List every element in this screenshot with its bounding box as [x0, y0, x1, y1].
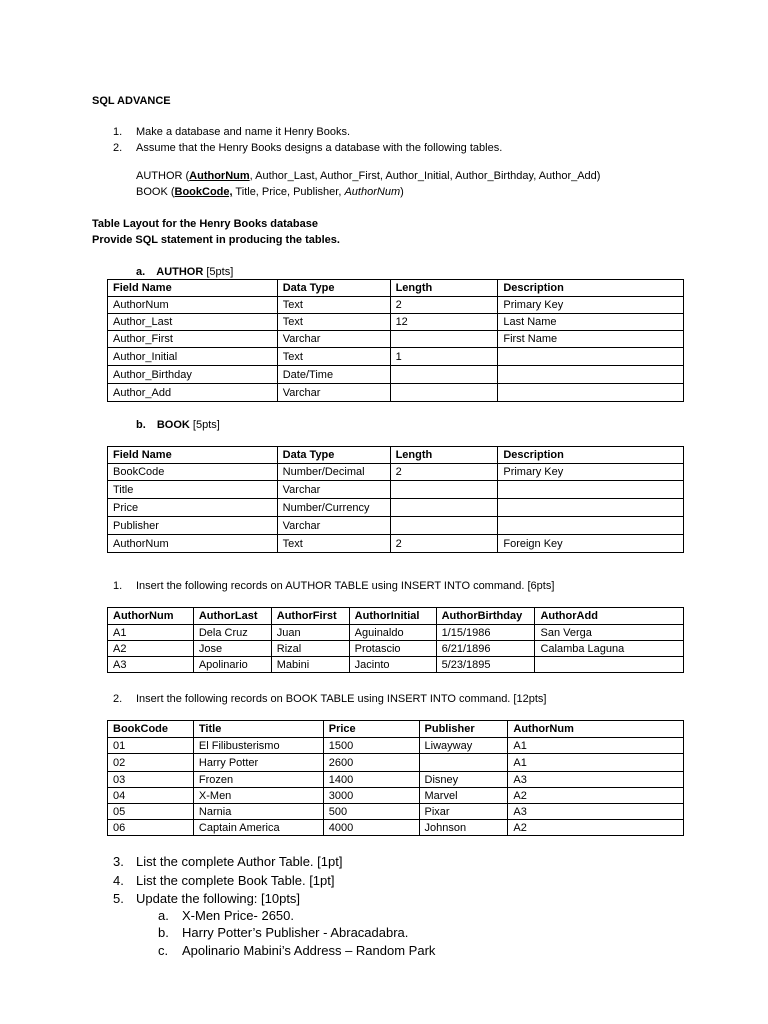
table-cell: Aguinaldo	[349, 625, 436, 641]
table-row	[108, 625, 684, 641]
table-row	[108, 481, 684, 499]
table-cell: Juan	[271, 625, 349, 641]
table-cell: Marvel	[419, 788, 508, 804]
book-records-table	[107, 720, 684, 836]
list-item-text: List the complete Author Table. [1pt]	[136, 854, 343, 869]
table-cell: Author_Birthday	[108, 366, 278, 384]
table-cell: Johnson	[419, 820, 508, 836]
table-row	[108, 517, 684, 535]
table-cell: 500	[323, 804, 419, 820]
table-cell	[419, 754, 508, 772]
list-number: 1.	[113, 580, 123, 592]
column-header: Title	[193, 721, 323, 738]
layout-heading: Table Layout for the Henry Books database	[92, 218, 318, 230]
table-row	[108, 657, 684, 673]
table-cell: Frozen	[193, 772, 323, 788]
table-cell: 1500	[323, 738, 419, 754]
table-cell	[498, 348, 684, 366]
table-cell: 1/15/1986	[436, 625, 535, 641]
list-item-text: Assume that the Henry Books designs a database with the following tables.	[136, 142, 503, 154]
insert-author-instruction: Insert the following records on AUTHOR TABLE using INSERT INTO command. [6pts]	[136, 580, 555, 592]
table-cell: Disney	[419, 772, 508, 788]
list-number: 2.	[113, 693, 123, 705]
table-cell: Mabini	[271, 657, 349, 673]
schema-fields: Title, Price, Publisher,	[232, 186, 345, 198]
list-item-text: List the complete Book Table. [1pt]	[136, 873, 335, 888]
table-cell: Varchar	[277, 481, 390, 499]
table-cell: 02	[108, 754, 194, 772]
sublist-letter: a.	[158, 908, 169, 923]
table-cell: Dela Cruz	[193, 625, 271, 641]
table-cell: San Verga	[535, 625, 684, 641]
column-header: AuthorBirthday	[436, 608, 535, 625]
table-cell: A2	[508, 788, 684, 804]
table-cell: Publisher	[108, 517, 278, 535]
table-row	[108, 804, 684, 820]
column-header: Data Type	[277, 280, 390, 297]
table-cell: A1	[508, 754, 684, 772]
table-cell	[535, 657, 684, 673]
table-row	[108, 366, 684, 384]
table-cell	[390, 517, 498, 535]
table-cell: 04	[108, 788, 194, 804]
table-cell: Text	[277, 314, 390, 331]
provide-heading: Provide SQL statement in producing the tables.	[92, 234, 340, 246]
book-layout-table	[107, 446, 684, 553]
list-number: 4.	[113, 873, 124, 888]
column-header: AuthorInitial	[349, 608, 436, 625]
list-number: 2.	[113, 142, 123, 154]
table-row	[108, 499, 684, 517]
table-cell	[390, 331, 498, 348]
table-cell: Varchar	[277, 331, 390, 348]
section-label-book: b. BOOK [5pts]	[136, 419, 220, 431]
table-cell: Title	[108, 481, 278, 499]
list-number: 5.	[113, 891, 124, 906]
table-cell: Price	[108, 499, 278, 517]
table-cell: 05	[108, 804, 194, 820]
table-row	[108, 331, 684, 348]
table-cell: 01	[108, 738, 194, 754]
column-header: Description	[498, 280, 684, 297]
column-header: Description	[498, 447, 684, 464]
table-cell	[498, 499, 684, 517]
page-title: SQL ADVANCE	[92, 95, 171, 107]
update-item-text: Harry Potter’s Publisher - Abracadabra.	[182, 925, 409, 940]
column-header: BookCode	[108, 721, 194, 738]
table-cell: Harry Potter	[193, 754, 323, 772]
column-header: AuthorLast	[193, 608, 271, 625]
table-cell: A3	[508, 772, 684, 788]
table-cell: Apolinario	[193, 657, 271, 673]
table-cell: Author_First	[108, 331, 278, 348]
table-cell: Narnia	[193, 804, 323, 820]
table-cell	[498, 481, 684, 499]
table-cell: Pixar	[419, 804, 508, 820]
table-cell: Author_Last	[108, 314, 278, 331]
column-header: Publisher	[419, 721, 508, 738]
table-cell: El Filibusterismo	[193, 738, 323, 754]
table-cell	[390, 384, 498, 402]
update-item-text: X-Men Price- 2650.	[182, 908, 294, 923]
column-header: Length	[390, 447, 498, 464]
table-row	[108, 297, 684, 314]
table-cell: 5/23/1895	[436, 657, 535, 673]
table-cell: Last Name	[498, 314, 684, 331]
table-cell: 03	[108, 772, 194, 788]
table-cell: 1	[390, 348, 498, 366]
table-row	[108, 738, 684, 754]
column-header: AuthorNum	[508, 721, 684, 738]
table-cell	[390, 366, 498, 384]
schema-name: AUTHOR (	[136, 170, 190, 182]
table-cell: 12	[390, 314, 498, 331]
table-row	[108, 535, 684, 553]
table-cell	[498, 366, 684, 384]
table-cell: Rizal	[271, 641, 349, 657]
table-cell: A2	[108, 641, 194, 657]
table-cell: X-Men	[193, 788, 323, 804]
schema-name: BOOK (	[136, 186, 175, 198]
table-cell: 3000	[323, 788, 419, 804]
sublist-letter: b.	[158, 925, 169, 940]
table-row	[108, 464, 684, 481]
table-cell: Text	[277, 535, 390, 553]
table-cell: 2	[390, 464, 498, 481]
table-cell: Primary Key	[498, 297, 684, 314]
primary-key: AuthorNum	[189, 170, 250, 182]
table-cell: Liwayway	[419, 738, 508, 754]
schema-close: )	[400, 186, 404, 198]
table-cell: BookCode	[108, 464, 278, 481]
sublist-letter: c.	[158, 943, 169, 958]
list-item-text: Update the following: [10pts]	[136, 891, 301, 906]
table-cell: Protascio	[349, 641, 436, 657]
schema-fields: , Author_Last, Author_First, Author_Initial, Author_Birthday, Author_Add)	[249, 170, 601, 182]
table-cell: Primary Key	[498, 464, 684, 481]
table-cell: Jacinto	[349, 657, 436, 673]
table-cell	[498, 517, 684, 535]
table-cell: Jose	[193, 641, 271, 657]
table-cell: 1400	[323, 772, 419, 788]
table-cell: Date/Time	[277, 366, 390, 384]
table-cell: 2	[390, 297, 498, 314]
table-cell: Varchar	[277, 384, 390, 402]
insert-book-instruction: Insert the following records on BOOK TABLE using INSERT INTO command. [12pts]	[136, 693, 547, 705]
table-cell: Author_Initial	[108, 348, 278, 366]
list-item-text: Make a database and name it Henry Books.	[136, 126, 351, 138]
table-cell: 2	[390, 535, 498, 553]
table-cell: A1	[508, 738, 684, 754]
table-cell: AuthorNum	[108, 297, 278, 314]
table-cell: Captain America	[193, 820, 323, 836]
table-row	[108, 820, 684, 836]
table-cell: Foreign Key	[498, 535, 684, 553]
table-cell	[390, 499, 498, 517]
author-layout-table	[107, 279, 684, 402]
section-label-author: a. AUTHOR [5pts]	[136, 266, 234, 278]
author-records-table	[107, 607, 684, 673]
book-schema-line	[136, 186, 404, 198]
table-cell: Number/Decimal	[277, 464, 390, 481]
table-cell: 06	[108, 820, 194, 836]
table-cell: A3	[108, 657, 194, 673]
table-cell	[498, 384, 684, 402]
table-cell: Varchar	[277, 517, 390, 535]
table-row	[108, 641, 684, 657]
column-header: Price	[323, 721, 419, 738]
table-cell: A1	[108, 625, 194, 641]
table-cell: Number/Currency	[277, 499, 390, 517]
list-number: 3.	[113, 854, 124, 869]
table-cell: AuthorNum	[108, 535, 278, 553]
table-cell: A3	[508, 804, 684, 820]
table-row	[108, 384, 684, 402]
column-header: Length	[390, 280, 498, 297]
table-cell: A2	[508, 820, 684, 836]
table-row	[108, 788, 684, 804]
table-row	[108, 772, 684, 788]
author-schema-line	[136, 170, 600, 182]
table-cell: 2600	[323, 754, 419, 772]
table-cell: Calamba Laguna	[535, 641, 684, 657]
column-header: AuthorNum	[108, 608, 194, 625]
column-header: AuthorAdd	[535, 608, 684, 625]
column-header: Field Name	[108, 447, 278, 464]
table-cell: Text	[277, 348, 390, 366]
table-row	[108, 754, 684, 772]
table-row	[108, 314, 684, 331]
table-cell	[390, 481, 498, 499]
table-cell: Text	[277, 297, 390, 314]
table-cell: 6/21/1896	[436, 641, 535, 657]
table-cell: 4000	[323, 820, 419, 836]
column-header: Data Type	[277, 447, 390, 464]
column-header: Field Name	[108, 280, 278, 297]
list-number: 1.	[113, 126, 123, 138]
column-header: AuthorFirst	[271, 608, 349, 625]
primary-key: BookCode,	[174, 186, 233, 198]
table-cell: Author_Add	[108, 384, 278, 402]
update-item-text: Apolinario Mabini’s Address – Random Park	[182, 943, 436, 958]
table-cell: First Name	[498, 331, 684, 348]
foreign-key: AuthorNum	[344, 186, 401, 198]
table-row	[108, 348, 684, 366]
